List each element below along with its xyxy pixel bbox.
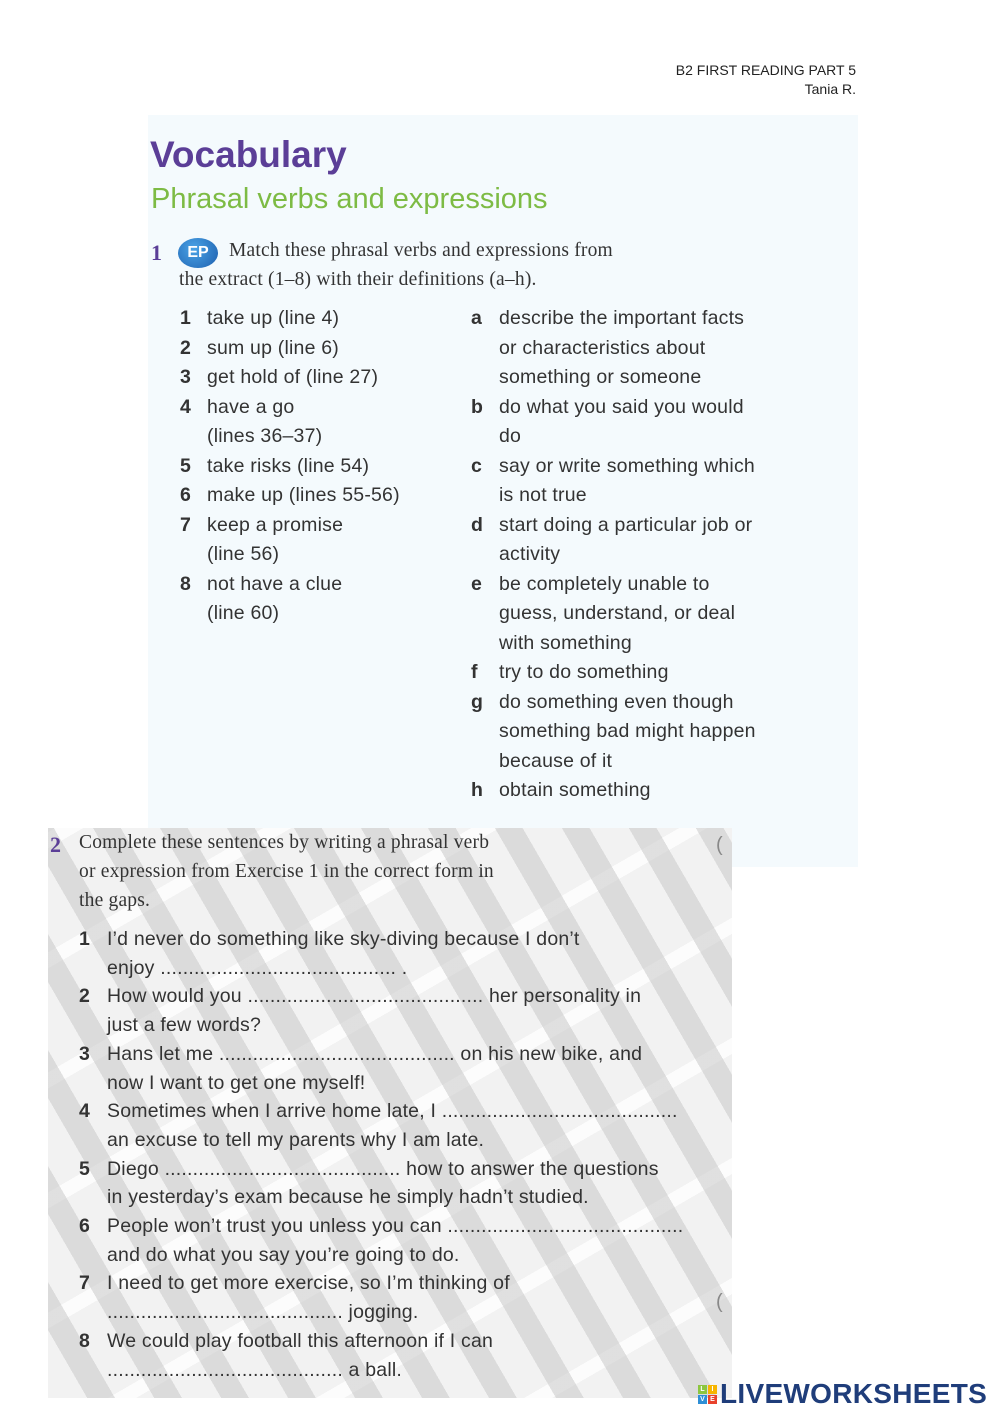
definition-text: do what you said you would (499, 395, 744, 418)
item-number: 6 (180, 484, 191, 506)
item-number: 4 (180, 395, 191, 418)
definition-letter: b (471, 395, 483, 418)
sentence-number: 5 (79, 1157, 90, 1180)
definition-text: try to do something (499, 661, 669, 683)
sentence-text: I’d never do something like sky-diving because I don’t (107, 928, 580, 950)
sentence-number: 4 (79, 1100, 90, 1123)
item-number: 3 (180, 366, 191, 388)
logo-tile: L (698, 1385, 707, 1394)
phrasal-verb-text: get hold of (line 27) (207, 366, 379, 388)
sentence-text: I need to get more exercise, so I’m thinking of (107, 1272, 510, 1295)
item-number: 8 (180, 572, 191, 595)
item-number: 2 (180, 336, 191, 359)
logo-tiles-icon (698, 1385, 717, 1404)
sentence-text: People won’t trust you unless you can .......................................... (107, 1215, 684, 1237)
phrasal-verb-text: take up (line 4) (207, 307, 340, 329)
definition-text: be completely unable to (499, 572, 710, 595)
definition-letter: d (471, 513, 483, 536)
item-number: 7 (180, 513, 191, 536)
cropped-edge-mark: ( (716, 1291, 723, 1313)
definition-text: something bad might happen (499, 720, 756, 742)
sentence-text: enjoy .......................................... . (107, 956, 408, 979)
logo-text: LIVEWORKSHEETS (720, 1378, 988, 1409)
exercise2-instruction: the gaps. (79, 890, 151, 911)
definition-text: or characteristics about (499, 336, 706, 359)
phrasal-verb-text: have a go (207, 395, 295, 418)
definition-text: start doing a particular job or (499, 513, 753, 536)
phrasal-verb-text: (line 60) (207, 602, 280, 624)
definition-text: because of it (499, 749, 613, 772)
definition-letter: a (471, 307, 482, 329)
definition-text: do (499, 425, 522, 447)
sentence-text: We could play football this afternoon if I can (107, 1329, 494, 1352)
liveworksheets-logo (698, 1378, 987, 1410)
phrasal-verb-text: not have a clue (207, 572, 343, 595)
logo-tile: V (698, 1395, 707, 1404)
sentence-text: .......................................... jogging. (107, 1301, 419, 1324)
definition-letter: c (471, 454, 482, 477)
sentence-text: just a few words? (107, 1014, 262, 1037)
exercise1-instruction: the extract (1–8) with their definitions (a–h). (179, 269, 537, 290)
sentence-number: 3 (79, 1042, 90, 1065)
worksheet-header (676, 62, 856, 97)
definition-letter: g (471, 690, 483, 713)
item-number: 1 (180, 307, 191, 329)
sentence-text: Hans let me .......................................... on his new bike, and (107, 1042, 643, 1065)
definition-text: with something (499, 631, 632, 654)
header-author: Tania R. (804, 81, 856, 97)
exercise2-instruction: Complete these sentences by writing a phrasal verb (79, 832, 490, 853)
sentence-text: in yesterday’s exam because he simply hadn’t studied. (107, 1186, 589, 1209)
definition-text: describe the important facts (499, 307, 745, 329)
sentence-number: 6 (79, 1215, 90, 1237)
definition-text: activity (499, 543, 561, 565)
sentence-number: 7 (79, 1272, 90, 1295)
definition-letter: h (471, 779, 483, 801)
section-subtitle: Phrasal verbs and expressions (151, 183, 548, 215)
definition-text: is not true (499, 484, 587, 506)
sentence-text: Diego .......................................... how to answer the questions (107, 1157, 659, 1180)
exercise2-instruction: or expression from Exercise 1 in the correct form in (79, 861, 494, 882)
logo-tile: E (708, 1395, 717, 1404)
phrasal-verb-text: sum up (line 6) (207, 336, 339, 359)
exercise1-number: 1 (151, 240, 162, 265)
sentence-text: How would you .......................................... her personality in (107, 985, 642, 1008)
definition-text: something or someone (499, 366, 702, 388)
sentence-number: 8 (79, 1329, 90, 1352)
phrasal-verb-text: take risks (line 54) (207, 454, 370, 477)
ep-badge-icon: EP (178, 238, 218, 268)
phrasal-verb-text: (lines 36–37) (207, 425, 323, 447)
phrasal-verb-text: (line 56) (207, 543, 280, 565)
sentence-text: an excuse to tell my parents why I am late. (107, 1128, 485, 1151)
sentence-text: now I want to get one myself! (107, 1071, 366, 1094)
phrasal-verb-text: make up (lines 55-56) (207, 484, 400, 506)
definition-letter: f (471, 661, 478, 683)
sentence-number: 2 (79, 985, 90, 1008)
sentence-text: and do what you say you’re going to do. (107, 1243, 460, 1266)
logo-tile: I (708, 1385, 717, 1394)
sentence-number: 1 (79, 928, 90, 950)
cropped-edge-mark: ( (716, 834, 723, 856)
section-title: Vocabulary (150, 134, 347, 175)
item-number: 5 (180, 454, 191, 477)
definition-text: say or write something which (499, 454, 755, 477)
definition-letter: e (471, 572, 482, 595)
exercise1-instruction: Match these phrasal verbs and expressions from (229, 240, 613, 261)
exercise2-number: 2 (50, 832, 61, 857)
header-title: B2 FIRST READING PART 5 (675, 62, 856, 78)
definition-text: obtain something (499, 779, 651, 801)
sentence-text: .......................................... a ball. (107, 1358, 402, 1381)
phrasal-verb-text: keep a promise (207, 513, 344, 536)
definition-text: guess, understand, or deal (499, 602, 736, 624)
sentence-text: Sometimes when I arrive home late, I .......................................... (107, 1100, 678, 1123)
definition-text: do something even though (499, 690, 734, 713)
